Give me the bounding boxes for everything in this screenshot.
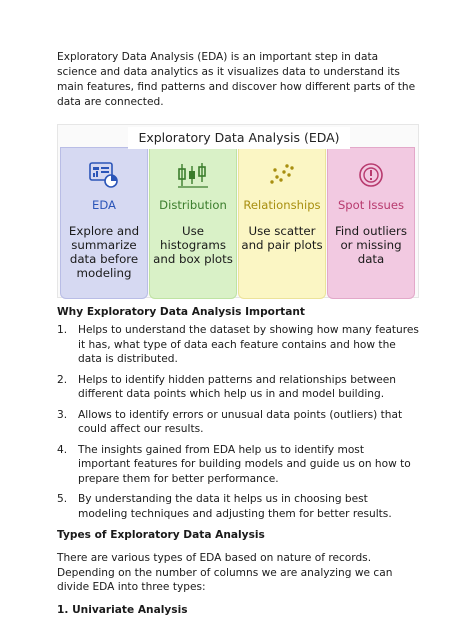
eda-column xyxy=(60,147,148,299)
list-text: Helps to identify hidden patterns and relationships between different data points which help us in and model building. xyxy=(78,373,396,400)
column-label: Spot Issues xyxy=(337,198,405,212)
list-text: Helps to understand the dataset by showing how many features it has, what type of data each feature contains and how the data is distributed. xyxy=(78,324,419,365)
list-number: 5. xyxy=(57,493,68,505)
relationships-column xyxy=(238,147,326,299)
list-item xyxy=(57,408,419,437)
warning-icon xyxy=(328,160,414,190)
column-label: EDA xyxy=(92,198,116,212)
column-label: Distribution xyxy=(159,198,227,212)
list-text: The insights gained from EDA help us to identify most important features for building models and guide us on how to prepare them for better performance. xyxy=(78,443,411,485)
boxplot-icon xyxy=(150,160,236,190)
list-item xyxy=(57,492,419,521)
why-heading: Why Exploratory Data Analysis Important xyxy=(57,306,306,318)
list-number: 3. xyxy=(57,408,68,421)
list-item xyxy=(57,373,419,402)
distribution-column xyxy=(149,147,237,299)
types-heading: Types of Exploratory Data Analysis xyxy=(57,529,265,541)
list-item xyxy=(57,323,419,367)
column-description: Find outliers or missing data xyxy=(334,224,408,266)
list-text: Allows to identify errors or unusual data points (outliers) that could affect our results. xyxy=(78,408,403,435)
scatter-icon xyxy=(239,160,325,190)
spot-issues-column xyxy=(327,147,415,299)
list-number: 1. xyxy=(57,324,68,336)
eda-infographic xyxy=(57,124,419,298)
why-list xyxy=(57,323,419,521)
column-label: Relationships xyxy=(243,198,321,212)
column-description: Explore and summarize data before modeling xyxy=(68,224,140,280)
dashboard-icon xyxy=(61,160,147,190)
document-page xyxy=(57,50,419,616)
intro-paragraph: Exploratory Data Analysis (EDA) is an important step in data science and data analytics as it visualizes data to understand its main features, find patterns and discover how different parts of the data are connected. xyxy=(57,51,416,108)
column-description: Use histograms and box plots xyxy=(153,224,233,266)
list-number: 4. xyxy=(57,443,68,456)
univariate-heading: 1. Univariate Analysis xyxy=(57,603,188,616)
infographic-title: Exploratory Data Analysis (EDA) xyxy=(128,127,350,149)
list-text: By understanding the data it helps us in choosing best modeling techniques and adjusting them for better results. xyxy=(78,493,392,520)
types-paragraph: There are various types of EDA based on nature of records. Depending on the number of columns we are analyzing we can divide EDA into three types: xyxy=(57,552,393,593)
column-description: Use scatter and pair plots xyxy=(241,224,323,252)
list-item xyxy=(57,443,419,487)
list-number: 2. xyxy=(57,373,68,386)
